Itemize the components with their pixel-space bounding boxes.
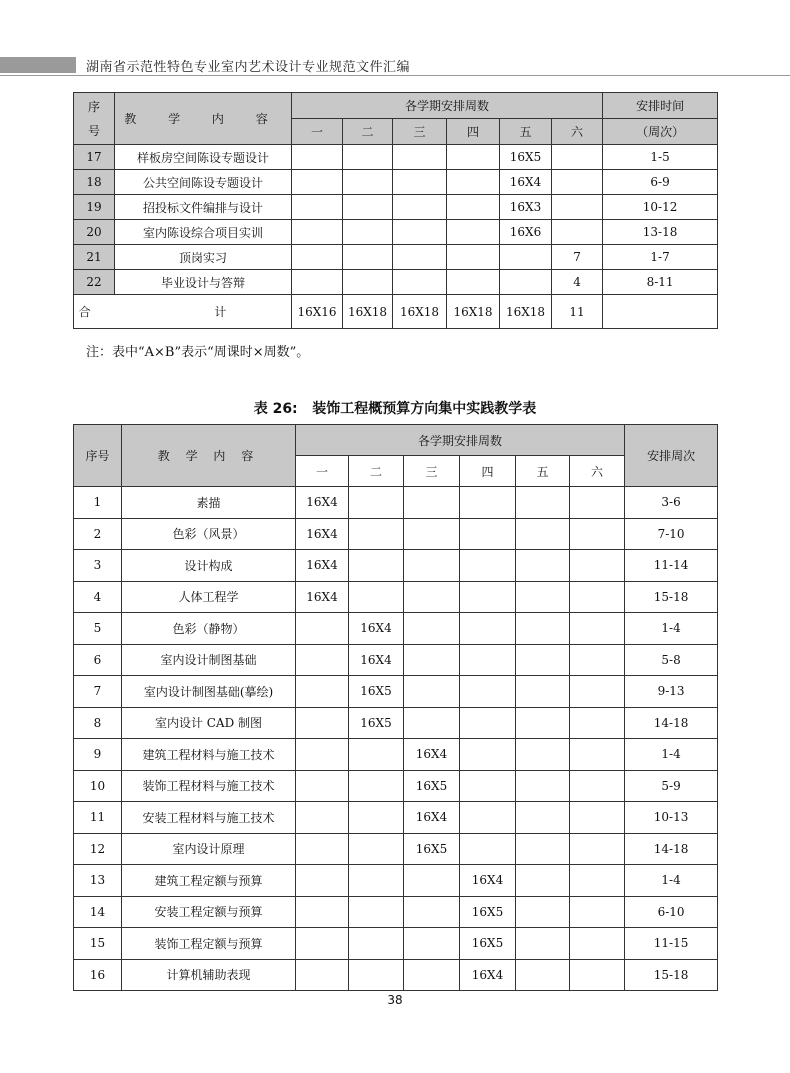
cell-term-6 — [570, 959, 625, 991]
cell-term-5 — [516, 865, 570, 897]
table-row — [74, 707, 718, 739]
table-1-header-term-1: 一 — [292, 119, 343, 145]
table-1-total-term-5: 16X18 — [500, 295, 552, 329]
cell-content: 室内设计制图基础 — [122, 644, 296, 676]
cell-term-1 — [296, 644, 349, 676]
table-row — [74, 195, 718, 220]
cell-term-5 — [516, 959, 570, 991]
cell-seq: 6 — [74, 644, 122, 676]
cell-term-2 — [343, 145, 393, 170]
cell-seq: 15 — [74, 928, 122, 960]
cell-term-4 — [460, 550, 516, 582]
cell-time: 14-18 — [625, 833, 718, 865]
cell-term-2: 16X5 — [349, 676, 404, 708]
cell-term-6 — [570, 613, 625, 645]
cell-term-3 — [404, 644, 460, 676]
cell-term-5 — [516, 896, 570, 928]
cell-term-4: 16X5 — [460, 896, 516, 928]
cell-seq: 11 — [74, 802, 122, 834]
cell-seq: 17 — [74, 145, 115, 170]
cell-time: 1-4 — [625, 865, 718, 897]
cell-term-2 — [349, 833, 404, 865]
cell-term-5 — [516, 613, 570, 645]
cell-term-4 — [460, 487, 516, 519]
cell-seq: 4 — [74, 581, 122, 613]
cell-term-3 — [404, 613, 460, 645]
table-2 — [73, 424, 718, 991]
table-2-header-term-2: 二 — [349, 456, 404, 487]
cell-time: 10-12 — [603, 195, 718, 220]
cell-term-4 — [460, 613, 516, 645]
cell-time: 15-18 — [625, 959, 718, 991]
table-2-header-term-3: 三 — [404, 456, 460, 487]
cell-term-3 — [404, 896, 460, 928]
cell-seq: 1 — [74, 487, 122, 519]
table-2-header-term-1: 一 — [296, 456, 349, 487]
cell-term-3 — [404, 487, 460, 519]
cell-content: 室内设计原理 — [122, 833, 296, 865]
cell-term-6 — [570, 581, 625, 613]
cell-seq: 16 — [74, 959, 122, 991]
cell-term-4 — [460, 644, 516, 676]
cell-term-2 — [349, 865, 404, 897]
cell-term-1 — [296, 833, 349, 865]
cell-term-4: 16X4 — [460, 865, 516, 897]
cell-term-6 — [570, 865, 625, 897]
table-1 — [73, 92, 718, 329]
cell-term-2 — [349, 487, 404, 519]
table-2-header-time: 安排周次 — [625, 425, 718, 487]
cell-term-2 — [343, 270, 393, 295]
table-1-header-time: 安排时间 — [603, 93, 718, 119]
cell-seq: 2 — [74, 518, 122, 550]
cell-term-3: 16X4 — [404, 739, 460, 771]
cell-term-5 — [516, 770, 570, 802]
cell-term-2 — [343, 195, 393, 220]
cell-seq: 21 — [74, 245, 115, 270]
cell-term-6 — [570, 518, 625, 550]
cell-term-6 — [570, 802, 625, 834]
cell-term-3 — [393, 170, 447, 195]
cell-time: 7-10 — [625, 518, 718, 550]
table-1-header-seq — [74, 93, 115, 145]
cell-content: 安装工程材料与施工技术 — [122, 802, 296, 834]
cell-content: 人体工程学 — [122, 581, 296, 613]
cell-term-5 — [500, 245, 552, 270]
cell-term-1 — [292, 245, 343, 270]
table-row — [74, 802, 718, 834]
header-bar — [0, 57, 76, 73]
table-1-total-time — [603, 295, 718, 329]
cell-term-1: 16X4 — [296, 550, 349, 582]
cell-term-4 — [447, 270, 500, 295]
table-1-header-term-2: 二 — [343, 119, 393, 145]
table-row — [74, 170, 718, 195]
cell-term-5 — [516, 802, 570, 834]
page-number: 38 — [387, 993, 403, 1007]
table-row — [74, 739, 718, 771]
cell-term-3: 16X5 — [404, 833, 460, 865]
cell-seq: 12 — [74, 833, 122, 865]
cell-term-1 — [292, 145, 343, 170]
cell-term-3 — [393, 145, 447, 170]
cell-content: 样板房空间陈设专题设计 — [115, 145, 292, 170]
cell-term-3: 16X5 — [404, 770, 460, 802]
cell-term-2 — [349, 581, 404, 613]
cell-term-3 — [404, 550, 460, 582]
cell-term-2 — [349, 928, 404, 960]
cell-term-3 — [404, 707, 460, 739]
table-row — [74, 245, 718, 270]
document-header-title: 湖南省示范性特色专业室内艺术设计专业规范文件汇编 — [86, 60, 411, 75]
cell-term-5 — [516, 518, 570, 550]
header-divider — [0, 75, 790, 76]
cell-content: 室内设计 CAD 制图 — [122, 707, 296, 739]
cell-term-5 — [516, 644, 570, 676]
cell-seq: 7 — [74, 676, 122, 708]
cell-term-6: 7 — [552, 245, 603, 270]
cell-content: 色彩（风景） — [122, 518, 296, 550]
table-1-total-term-6: 11 — [552, 295, 603, 329]
cell-seq: 10 — [74, 770, 122, 802]
table-1-note: 注：表中“A×B”表示“周课时×周数”。 — [86, 345, 310, 360]
cell-term-5 — [516, 550, 570, 582]
table-1-header-seq-text: 序号 — [87, 99, 100, 138]
cell-term-5 — [516, 581, 570, 613]
cell-content: 色彩（静物） — [122, 613, 296, 645]
table-1-total-term-4: 16X18 — [447, 295, 500, 329]
cell-term-5: 16X5 — [500, 145, 552, 170]
cell-term-4 — [460, 739, 516, 771]
cell-term-2 — [349, 518, 404, 550]
cell-content: 公共空间陈设专题设计 — [115, 170, 292, 195]
cell-term-2: 16X4 — [349, 644, 404, 676]
cell-term-3 — [404, 959, 460, 991]
cell-term-6 — [570, 896, 625, 928]
cell-term-5: 16X4 — [500, 170, 552, 195]
cell-content: 计算机辅助表现 — [122, 959, 296, 991]
table-1-header-weeks: 各学期安排周数 — [292, 93, 603, 119]
table-1-total-term-3: 16X18 — [393, 295, 447, 329]
cell-content: 装饰工程定额与预算 — [122, 928, 296, 960]
cell-seq: 14 — [74, 896, 122, 928]
cell-term-1 — [296, 739, 349, 771]
cell-time: 1-5 — [603, 145, 718, 170]
cell-content: 顶岗实习 — [115, 245, 292, 270]
cell-term-1: 16X4 — [296, 487, 349, 519]
cell-term-2 — [349, 550, 404, 582]
table-row — [74, 833, 718, 865]
cell-term-1 — [296, 896, 349, 928]
cell-term-4 — [460, 802, 516, 834]
cell-term-2 — [343, 220, 393, 245]
cell-time: 1-4 — [625, 739, 718, 771]
cell-term-6 — [570, 928, 625, 960]
cell-term-1 — [292, 220, 343, 245]
cell-term-1 — [292, 195, 343, 220]
cell-term-2 — [349, 770, 404, 802]
cell-term-3 — [393, 245, 447, 270]
cell-term-3 — [404, 581, 460, 613]
cell-term-3 — [404, 518, 460, 550]
cell-term-3 — [404, 676, 460, 708]
cell-content: 设计构成 — [122, 550, 296, 582]
cell-term-5 — [516, 676, 570, 708]
cell-term-2: 16X5 — [349, 707, 404, 739]
cell-term-5 — [516, 707, 570, 739]
cell-term-1 — [296, 707, 349, 739]
cell-term-3 — [393, 270, 447, 295]
table-row — [74, 644, 718, 676]
table-row — [74, 270, 718, 295]
cell-term-4 — [460, 707, 516, 739]
cell-term-2 — [349, 896, 404, 928]
cell-term-1 — [296, 802, 349, 834]
table-row — [74, 518, 718, 550]
cell-time: 5-8 — [625, 644, 718, 676]
cell-term-6 — [552, 170, 603, 195]
cell-term-4 — [460, 770, 516, 802]
table-1-header-term-3: 三 — [393, 119, 447, 145]
cell-time: 6-10 — [625, 896, 718, 928]
cell-seq: 19 — [74, 195, 115, 220]
cell-term-4 — [460, 581, 516, 613]
cell-term-5 — [500, 270, 552, 295]
cell-term-1: 16X4 — [296, 581, 349, 613]
cell-time: 9-13 — [625, 676, 718, 708]
cell-term-6 — [570, 550, 625, 582]
cell-term-1 — [296, 959, 349, 991]
cell-term-4: 16X5 — [460, 928, 516, 960]
table-1-header-term-6: 六 — [552, 119, 603, 145]
cell-seq: 9 — [74, 739, 122, 771]
cell-term-1: 16X4 — [296, 518, 349, 550]
table-1-total-row — [74, 295, 718, 329]
cell-term-6 — [570, 833, 625, 865]
table-1-header-term-5: 五 — [500, 119, 552, 145]
cell-term-3 — [404, 865, 460, 897]
table-row — [74, 959, 718, 991]
cell-time: 10-13 — [625, 802, 718, 834]
cell-term-6 — [570, 644, 625, 676]
cell-term-5 — [516, 739, 570, 771]
cell-time: 3-6 — [625, 487, 718, 519]
cell-seq: 3 — [74, 550, 122, 582]
cell-term-1 — [292, 170, 343, 195]
cell-term-5 — [516, 487, 570, 519]
table-1-total-term-1: 16X16 — [292, 295, 343, 329]
cell-term-1 — [296, 865, 349, 897]
cell-term-1 — [296, 613, 349, 645]
cell-term-4 — [447, 195, 500, 220]
cell-content: 招投标文件编排与设计 — [115, 195, 292, 220]
cell-seq: 20 — [74, 220, 115, 245]
cell-seq: 8 — [74, 707, 122, 739]
table-1-header-term-4: 四 — [447, 119, 500, 145]
cell-term-4 — [447, 220, 500, 245]
cell-term-4: 16X4 — [460, 959, 516, 991]
cell-seq: 5 — [74, 613, 122, 645]
cell-content: 素描 — [122, 487, 296, 519]
cell-seq: 22 — [74, 270, 115, 295]
cell-term-6 — [570, 707, 625, 739]
table-row — [74, 145, 718, 170]
cell-term-2 — [349, 959, 404, 991]
cell-time: 6-9 — [603, 170, 718, 195]
cell-content: 安装工程定额与预算 — [122, 896, 296, 928]
cell-time: 11-15 — [625, 928, 718, 960]
table-2-header-term-6: 六 — [570, 456, 625, 487]
cell-content: 建筑工程材料与施工技术 — [122, 739, 296, 771]
table-row — [74, 550, 718, 582]
cell-term-6 — [570, 739, 625, 771]
table-1-body — [74, 145, 718, 295]
cell-term-2 — [343, 245, 393, 270]
cell-term-4 — [460, 833, 516, 865]
table-row — [74, 676, 718, 708]
cell-time: 15-18 — [625, 581, 718, 613]
table-row — [74, 581, 718, 613]
cell-seq: 13 — [74, 865, 122, 897]
table-2-header-weeks: 各学期安排周数 — [296, 425, 625, 456]
cell-term-5: 16X6 — [500, 220, 552, 245]
cell-term-4 — [460, 676, 516, 708]
cell-term-6 — [552, 195, 603, 220]
table-row — [74, 613, 718, 645]
cell-term-6 — [570, 770, 625, 802]
table-1-total-term-2: 16X18 — [343, 295, 393, 329]
cell-term-3 — [393, 195, 447, 220]
table-row — [74, 770, 718, 802]
cell-term-5 — [516, 928, 570, 960]
cell-term-1 — [292, 270, 343, 295]
cell-content: 毕业设计与答辩 — [115, 270, 292, 295]
cell-seq: 18 — [74, 170, 115, 195]
table-2-header-seq: 序号 — [74, 425, 122, 487]
cell-content: 建筑工程定额与预算 — [122, 865, 296, 897]
table-1-total-label: 合 计 — [74, 295, 292, 329]
cell-term-4 — [447, 145, 500, 170]
cell-content: 装饰工程材料与施工技术 — [122, 770, 296, 802]
cell-term-6 — [570, 487, 625, 519]
table-2-header-term-4: 四 — [460, 456, 516, 487]
cell-term-4 — [447, 170, 500, 195]
table-row — [74, 487, 718, 519]
cell-time: 1-4 — [625, 613, 718, 645]
cell-term-2 — [349, 802, 404, 834]
table-1-header-content: 教 学 内 容 — [115, 93, 292, 145]
cell-term-6 — [552, 220, 603, 245]
cell-term-5: 16X3 — [500, 195, 552, 220]
cell-time: 8-11 — [603, 270, 718, 295]
table-2-title: 表 26: 装饰工程概预算方向集中实践教学表 — [253, 401, 537, 417]
table-2-header-content: 教 学 内 容 — [122, 425, 296, 487]
cell-time: 5-9 — [625, 770, 718, 802]
cell-content: 室内陈设综合项目实训 — [115, 220, 292, 245]
cell-term-1 — [296, 928, 349, 960]
table-2-body — [74, 487, 718, 991]
table-1-header-time-unit: （周次） — [603, 119, 718, 145]
cell-time: 13-18 — [603, 220, 718, 245]
table-row — [74, 865, 718, 897]
cell-time: 11-14 — [625, 550, 718, 582]
cell-term-6 — [570, 676, 625, 708]
table-row — [74, 220, 718, 245]
cell-term-3 — [393, 220, 447, 245]
cell-time: 14-18 — [625, 707, 718, 739]
cell-term-2 — [343, 170, 393, 195]
cell-term-3 — [404, 928, 460, 960]
cell-term-4 — [447, 245, 500, 270]
cell-term-1 — [296, 676, 349, 708]
cell-content: 室内设计制图基础(摹绘) — [122, 676, 296, 708]
cell-term-3: 16X4 — [404, 802, 460, 834]
cell-term-6: 4 — [552, 270, 603, 295]
table-row — [74, 896, 718, 928]
table-row — [74, 928, 718, 960]
cell-term-6 — [552, 145, 603, 170]
cell-term-2 — [349, 739, 404, 771]
cell-term-1 — [296, 770, 349, 802]
table-2-header-term-5: 五 — [516, 456, 570, 487]
cell-term-2: 16X4 — [349, 613, 404, 645]
cell-term-4 — [460, 518, 516, 550]
cell-term-5 — [516, 833, 570, 865]
cell-time: 1-7 — [603, 245, 718, 270]
